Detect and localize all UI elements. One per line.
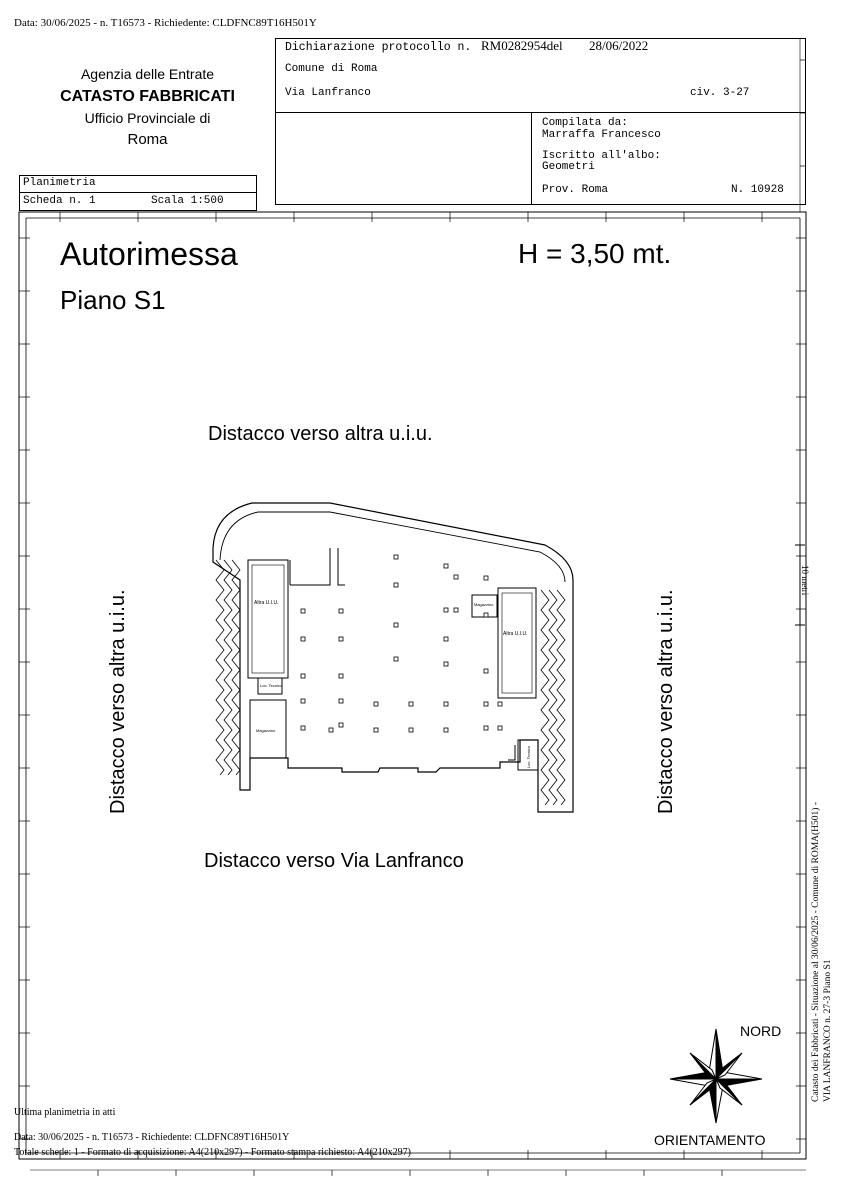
column xyxy=(454,608,458,612)
right-hatch xyxy=(541,590,565,805)
column xyxy=(329,728,333,732)
column xyxy=(301,674,305,678)
compass-label: ORIENTAMENTO xyxy=(654,1132,766,1148)
column xyxy=(484,702,488,706)
column xyxy=(484,669,488,673)
compiler-label: Compilata da: xyxy=(542,117,628,129)
column xyxy=(444,728,448,732)
column xyxy=(374,728,378,732)
column xyxy=(444,637,448,641)
room-locale-tecnico: Loc. Tecnico xyxy=(260,683,283,688)
room-altra-left: Altra U.I.U. xyxy=(254,600,279,606)
column xyxy=(301,699,305,703)
column xyxy=(394,623,398,627)
comune: Comune di Roma xyxy=(285,63,378,75)
catasto-title: CATASTO FABBRICATI xyxy=(60,88,235,105)
column xyxy=(498,702,502,706)
column xyxy=(374,702,378,706)
column xyxy=(394,583,398,587)
label-top: Distacco verso altra u.i.u. xyxy=(208,423,433,445)
column xyxy=(301,637,305,641)
sheet-type: Planimetria xyxy=(23,177,96,189)
footer-last: Ultima planimetria in atti xyxy=(14,1107,116,1118)
ramp-hatch xyxy=(541,590,549,805)
column xyxy=(484,613,488,617)
column xyxy=(484,576,488,580)
street: Via Lanfranco xyxy=(285,87,371,99)
column xyxy=(339,674,343,678)
column xyxy=(339,723,343,727)
albo-value: Geometri xyxy=(542,161,595,173)
compass-north: NORD xyxy=(740,1023,782,1039)
footer-totals: Totale schede: 1 - Formato di acquisizione: A4(210x297) - Formato stampa richiesto: A4(210x297) xyxy=(14,1147,411,1158)
ramp-hatch xyxy=(224,560,232,775)
footer-meta: Data: 30/06/2025 - n. T16573 - Richiedente: CLDFNC89T16H501Y xyxy=(14,1132,290,1143)
label-right: Distacco verso altra u.i.u. xyxy=(655,589,677,814)
column xyxy=(498,726,502,730)
left-hatch xyxy=(216,560,240,775)
scale: Scala 1:500 xyxy=(151,195,224,207)
drawing-floor: Piano S1 xyxy=(60,285,166,315)
ramp-hatch xyxy=(232,560,240,775)
column xyxy=(444,662,448,666)
label-bottom: Distacco verso Via Lanfranco xyxy=(204,850,464,872)
column xyxy=(409,728,413,732)
scheda-number: Scheda n. 1 xyxy=(23,195,96,207)
column xyxy=(339,637,343,641)
side-text-2: VIA LANFRANCO n. 27-3 Piano S1 xyxy=(823,959,833,1102)
albo-label: Iscritto all'albo: xyxy=(542,150,661,162)
agency-name: Agenzia delle Entrate xyxy=(80,66,215,82)
ufficio-label: Ufficio Provinciale di xyxy=(84,110,211,126)
column xyxy=(301,609,305,613)
column xyxy=(454,575,458,579)
column xyxy=(394,657,398,661)
ramp-hatch xyxy=(216,560,224,775)
outer-frame xyxy=(19,212,806,1159)
room-locale-2: Loc. Tecnico xyxy=(526,745,531,768)
room-magazzino-1: Magazzino xyxy=(474,602,494,607)
ramp-hatch xyxy=(549,590,557,805)
column xyxy=(444,564,448,568)
ramp-hatch xyxy=(557,590,565,805)
compiler-name: Marraffa Francesco xyxy=(542,129,661,141)
interior-rooms xyxy=(248,548,538,770)
column xyxy=(484,726,488,730)
column xyxy=(394,555,398,559)
column xyxy=(444,702,448,706)
column xyxy=(301,726,305,730)
column xyxy=(339,699,343,703)
scale-bar-label: 10 metri xyxy=(800,565,810,596)
protocol-number: RM0282954del xyxy=(481,38,563,53)
top-meta: Data: 30/06/2025 - n. T16573 - Richiedente: CLDFNC89T16H501Y xyxy=(14,17,317,29)
drawing-title: Autorimessa xyxy=(60,236,238,272)
albo-number: N. 10928 xyxy=(731,184,784,196)
label-left: Distacco verso altra u.i.u. xyxy=(107,589,129,814)
columns xyxy=(301,555,502,732)
drawing-height: H = 3,50 mt. xyxy=(518,238,672,269)
compass-rose xyxy=(670,1029,762,1123)
protocol-date: 28/06/2022 xyxy=(589,38,649,53)
column xyxy=(409,702,413,706)
ufficio-city: Roma xyxy=(127,131,168,148)
prov: Prov. Roma xyxy=(542,184,609,196)
room-altra-right: Altra U.I.U. xyxy=(503,631,528,637)
side-text-1: Catasto dei Fabbricati - Situazione al 30/06/2025 - Comune di ROMA(H501) - xyxy=(811,802,821,1102)
garage-plan xyxy=(213,503,573,812)
room-magazzino-2: Magazzino xyxy=(256,728,276,733)
civic: civ. 3-27 xyxy=(690,87,750,99)
column xyxy=(444,608,448,612)
column xyxy=(339,609,343,613)
protocol-label: Dichiarazione protocollo n. xyxy=(285,41,472,54)
